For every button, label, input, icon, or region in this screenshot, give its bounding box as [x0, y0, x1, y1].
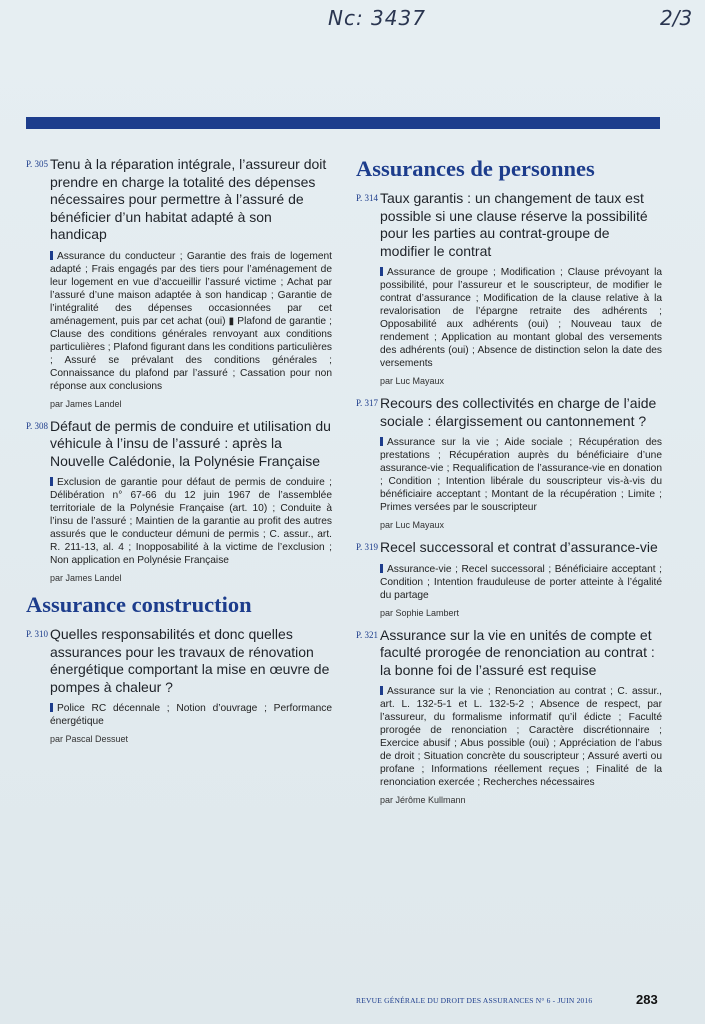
page-ref: P. 319 — [356, 542, 379, 552]
left-column — [26, 156, 332, 753]
article-entry — [26, 626, 332, 744]
section-heading: Assurance construction — [26, 592, 252, 617]
article-entry — [26, 418, 332, 584]
handwritten-reference: Nc: 3437 — [328, 6, 426, 30]
article-title: Taux garantis : un changement de taux est possible si une clause réserve la possibilité pour les parties au contrat-groupe de modifier le contrat — [380, 190, 648, 259]
article-keywords — [380, 685, 662, 789]
article-author: par James Landel — [50, 398, 122, 409]
bullet-icon — [50, 703, 53, 712]
right-column — [356, 156, 662, 814]
keywords-text: Assurance sur la vie ; Renonciation au contrat ; C. assur., art. L. 132-5-1 et L. 132-5-2 ; Absence de respect, par l’assureur, du formalisme informatif qu’il édicte ; Faculté prorogée de renonciation ; Caractère discrétionnaire ; Exercice abusif ; Abus possible (oui) ; Appréciation de l’abus de droit ; Situation concrète du souscripteur ; Assuré averti ou profane ; Informations réellement reçues ; Finalité de la renonciation exercée ; Recherches nécessaires — [380, 686, 662, 788]
keywords-text: Assurance-vie ; Recel successoral ; Bénéficiaire acceptant ; Condition ; Intention frauduleuse de porter atteinte à l’égalité du partage — [380, 563, 662, 601]
page-ref: P. 310 — [26, 629, 49, 639]
article-title: Défaut de permis de conduire et utilisation du véhicule à l’insu de l’assuré : après la Nouvelle Calédonie, la Polynésie Française — [50, 417, 331, 469]
article-title: Tenu à la réparation intégrale, l’assureur doit prendre en charge la totalité des dépenses nécessaires pour permettre à l’assuré de bénéficier d’un habitat adapté à son handicap — [50, 156, 327, 242]
bullet-icon — [380, 564, 383, 573]
keywords-text: Police RC décennale ; Notion d’ouvrage ; Performance énergétique — [50, 703, 332, 727]
article-keywords — [380, 563, 662, 602]
article-keywords — [380, 266, 662, 370]
article-entry — [356, 190, 662, 386]
article-author: par James Landel — [50, 573, 122, 583]
bullet-icon — [380, 267, 383, 276]
article-author: par Jérôme Kullmann — [380, 795, 466, 805]
article-title: Recours des collectivités en charge de l’aide sociale : élargissement ou cantonnement ? — [380, 395, 657, 429]
article-title: Assurance sur la vie en unités de compte et faculté prorogée de renonciation au contrat : la bonne foi de l’assuré est requise — [380, 626, 655, 678]
article-title: Quelles responsabilités et donc quelles assurances pour les travaux de rénovation énergétique comportant la mise en œuvre de pompes à chaleur ? — [50, 626, 330, 695]
keywords-text: Exclusion de garantie pour défaut de permis de conduire ; Délibération n° 67-66 du 12 juin 1967 de l’assemblée territoriale de la Polynésie Française (art. 10) ; Conduite à l’insu de l’assuré ; Maintien de la garantie au profit des autres assurés que le conducteur démuni de permis ; C. assur., art. R. 211-13, al. 4 ; Inopposabilité à la victime de l’exclusion ; Non application en Polynésie Française — [50, 477, 332, 566]
article-entry — [356, 627, 662, 806]
page-ref: P. 321 — [356, 629, 379, 640]
handwritten-page-count: 2/3 — [660, 6, 693, 30]
page-ref: P. 308 — [26, 420, 49, 431]
page-ref: P. 314 — [356, 193, 379, 203]
article-title: Recel successoral et contrat d’assurance-vie — [380, 539, 658, 555]
article-entry — [356, 395, 662, 530]
article-author: par Luc Mayaux — [380, 520, 445, 530]
article-author: par Sophie Lambert — [380, 607, 460, 618]
journal-footer: REVUE GÉNÉRALE DU DROIT DES ASSURANCES N° 6 - JUIN 2016 — [356, 996, 593, 1005]
article-author: par Pascal Dessuet — [50, 734, 129, 744]
article-keywords — [50, 476, 332, 567]
keywords-text: Assurance du conducteur ; Garantie des frais de logement adapté ; Frais engagés par des tiers pour l’aménagement de leur logement en vue d’accueillir l’assuré victime ; Achat par l’assuré d’une maison adaptée à son handicap ; Garantie de l’intégralité des dépenses occasionnées par cet aménagement, puis par cet achat (oui) ▮ Plafond de garantie ; Clause des conditions générales renvoyant aux conditions particulières ; Plafond figurant dans les conditions particulières ; Assuré se prévalant des conditions générales ; Connaissance du plafond par l’assuré ; Cassation pour non réponse aux conclusions — [50, 250, 333, 392]
page-number: 283 — [636, 992, 658, 1007]
bullet-icon — [50, 477, 53, 486]
keywords-text: Assurance de groupe ; Modification ; Clause prévoyant la possibilité, pour l’assureur et le souscripteur, de modifier le contrat d’assurance ; Modification de la clause relative à la revalorisation de l’épargne retraite des adhérents ; Opposabilité aux adhérents (oui) ; Nouveau taux de rendement ; Application au montant global des versements des adhérents (oui) ; Absence de distinction selon la date des versements — [380, 267, 662, 369]
bullet-icon — [380, 437, 383, 446]
article-entry — [26, 156, 332, 409]
page-ref: P. 317 — [356, 398, 379, 408]
article-keywords — [50, 702, 332, 728]
page-ref: P. 305 — [26, 159, 49, 169]
section-heading: Assurances de personnes — [356, 156, 595, 181]
article-entry — [356, 539, 662, 618]
article-author: par Luc Mayaux — [380, 376, 445, 386]
header-rule — [26, 117, 660, 129]
article-keywords — [50, 250, 332, 393]
keywords-text: Assurance sur la vie ; Aide sociale ; Récupération des prestations ; Récupération auprès du bénéficiaire d’une assurance-vie ; Requalification de l’assurance-vie en donation ; Condition ; Intention libérale du souscripteur vis-à-vis du bénéficiaire acceptant ; Montant de la récupération ; Limite ; Primes versées par le souscripteur — [380, 437, 662, 513]
bullet-icon — [380, 686, 383, 695]
bullet-icon — [50, 251, 53, 260]
article-keywords — [380, 436, 662, 514]
